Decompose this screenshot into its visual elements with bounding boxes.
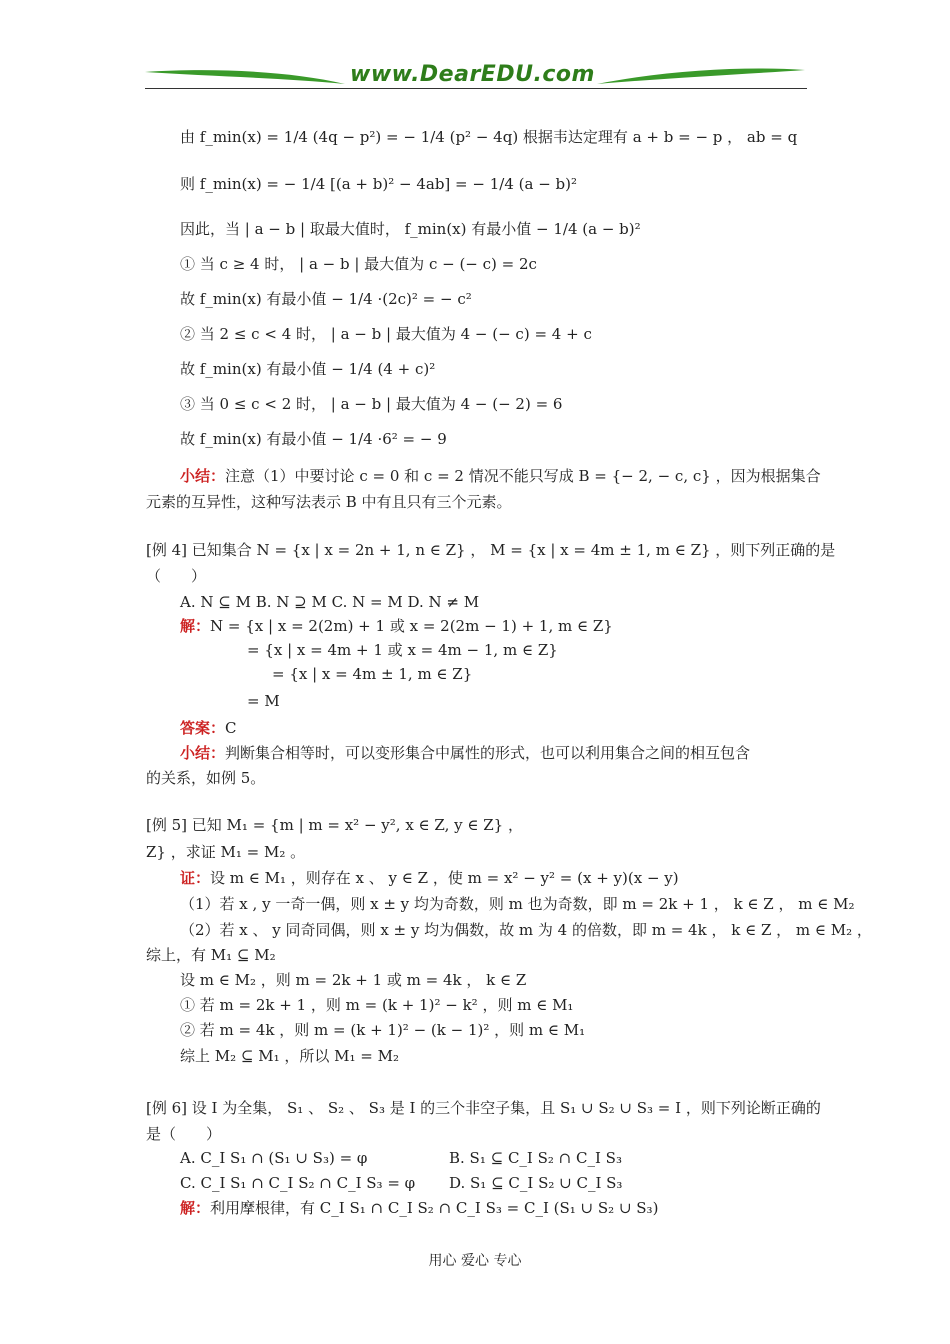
example-5-proof-2: （1）若 x , y 一奇一偶，则 x ± y 均为奇数，则 m 也为奇数，即 m = 2k + 1 ， k ∈ Z ， m ∈ M₂	[180, 895, 855, 913]
text-line-7: 故 f_min(x) 有最小值 − 1/4 (4 + c)²	[180, 360, 436, 378]
example-6-question-2: 是（ ）	[146, 1125, 222, 1143]
example-4-solution-2: = {x | x = 4m + 1 或 x = 4m − 1, m ∈ Z}	[247, 641, 558, 659]
text-line-2: 则 f_min(x) = − 1/4 [(a + b)² − 4ab] = − 1/4 (a − b)²	[180, 175, 577, 193]
example-4-answer	[180, 718, 237, 738]
example-5-question-2: Z} ，求证 M₁ = M₂ 。	[146, 843, 306, 861]
summary-text-1: 注意（1）中要讨论 c = 0 和 c = 2 情况不能只写成 B = {− 2, − c, c} ，因为根据集合	[225, 467, 821, 485]
page-footer: 用心 爱心 专心	[428, 1253, 522, 1269]
example-4-solution-3: = {x | x = 4m ± 1, m ∈ Z}	[272, 665, 473, 683]
example-5-proof-7: ② 若 m = 4k ，则 m = (k + 1)² − (k − 1)² ，则 m ∈ M₁	[180, 1021, 586, 1039]
summary-label: 小结：	[180, 467, 226, 485]
example-4-summary	[180, 743, 750, 763]
solution-text-1: N = {x | x = 2(2m) + 1 或 x = 2(2m − 1) + 1, m ∈ Z}	[210, 617, 613, 635]
page-header	[145, 62, 807, 92]
text-line-6: ② 当 2 ≤ c < 4 时， | a − b | 最大值为 4 − (− c) = 4 + c	[180, 325, 592, 343]
example-5-proof-6: ① 若 m = 2k + 1 ，则 m = (k + 1)² − k² ，则 m ∈ M₁	[180, 996, 574, 1014]
solution-label: 解：	[180, 617, 211, 635]
example-6-option-c: C. C_I S₁ ∩ C_I S₂ ∩ C_I S₃ = φ	[180, 1174, 416, 1192]
example-6-option-b: B. S₁ ⊆ C_I S₂ ∩ C_I S₃	[449, 1149, 622, 1167]
text-line-8: ③ 当 0 ≤ c < 2 时， | a − b | 最大值为 4 − (− 2) = 6	[180, 395, 563, 413]
example-5-proof-8: 综上 M₂ ⊆ M₁ ，所以 M₁ = M₂	[180, 1047, 400, 1065]
proof-label: 证：	[180, 869, 211, 887]
summary-text-2: 判断集合相等时，可以变形集合中属性的形式，也可以利用集合之间的相互包含	[225, 744, 751, 762]
example-4-question: [例 4] 已知集合 N = {x | x = 2n + 1, n ∈ Z} ， M = {x | x = 4m ± 1, m ∈ Z} ，则下列正确的是	[146, 541, 836, 559]
example-6-option-a: A. C_I S₁ ∩ (S₁ ∪ S₃) = φ	[180, 1149, 368, 1167]
example-4-options: A. N ⊆ M B. N ⊇ M C. N = M D. N ≠ M	[180, 593, 480, 611]
answer-value: C	[225, 719, 237, 737]
header-rule	[145, 88, 807, 89]
text-line-3: 因此，当 | a − b | 取最大值时， f_min(x) 有最小值 − 1/4 (a − b)²	[180, 220, 641, 238]
summary-label-2: 小结：	[180, 744, 226, 762]
example-6-option-d: D. S₁ ⊆ C_I S₂ ∪ C_I S₃	[449, 1174, 623, 1192]
example-6-question: [例 6] 设 I 为全集， S₁ 、 S₂ 、 S₃ 是 I 的三个非空子集，且 S₁ ∪ S₂ ∪ S₃ = I ，则下列论断正确的	[146, 1099, 821, 1117]
solution-text-6: 利用摩根律，有 C_I S₁ ∩ C_I S₂ ∩ C_I S₃ = C_I (S₁ ∪ S₂ ∪ S₃)	[210, 1199, 659, 1217]
example-5-question: [例 5] 已知 M₁ = {m | m = x² − y², x ∈ Z, y ∈ Z} ，	[146, 816, 523, 834]
solution-label-2: 解：	[180, 1199, 211, 1217]
summary-line-2: 元素的互异性，这种写法表示 B 中有且只有三个元素。	[146, 493, 512, 511]
example-4-solution-4: = M	[247, 692, 280, 710]
example-4-summary-2: 的关系，如例 5。	[146, 769, 266, 787]
example-5-proof-5: 设 m ∈ M₂ ，则 m = 2k + 1 或 m = 4k ， k ∈ Z	[180, 971, 527, 989]
example-4-solution-1	[180, 616, 613, 636]
right-swoosh-decoration	[597, 64, 807, 90]
text-line-4: ① 当 c ≥ 4 时， | a − b | 最大值为 c − (− c) = 2c	[180, 255, 537, 273]
left-swoosh-decoration	[145, 64, 350, 90]
proof-text-1: 设 m ∈ M₁ ，则存在 x 、 y ∈ Z ，使 m = x² − y² = (x + y)(x − y)	[210, 869, 679, 887]
summary-line-1	[180, 466, 821, 486]
text-line-1: 由 f_min(x) = 1/4 (4q − p²) = − 1/4 (p² − 4q) 根据韦达定理有 a + b = − p ， ab = q	[180, 128, 798, 146]
text-line-5: 故 f_min(x) 有最小值 − 1/4 ·(2c)² = − c²	[180, 290, 472, 308]
answer-label: 答案：	[180, 719, 226, 737]
site-logo[interactable]: www.DearEDU.com	[350, 62, 595, 87]
example-5-proof-1	[180, 868, 679, 888]
example-5-proof-4: 综上，有 M₁ ⊆ M₂	[146, 946, 276, 964]
example-5-proof-3: （2）若 x 、 y 同奇同偶，则 x ± y 均为偶数，故 m 为 4 的倍数，即 m = 4k ， k ∈ Z ， m ∈ M₂ ，	[180, 921, 872, 939]
text-line-9: 故 f_min(x) 有最小值 − 1/4 ·6² = − 9	[180, 430, 447, 448]
example-4-blank: （ ）	[146, 567, 207, 585]
example-6-solution	[180, 1198, 658, 1218]
